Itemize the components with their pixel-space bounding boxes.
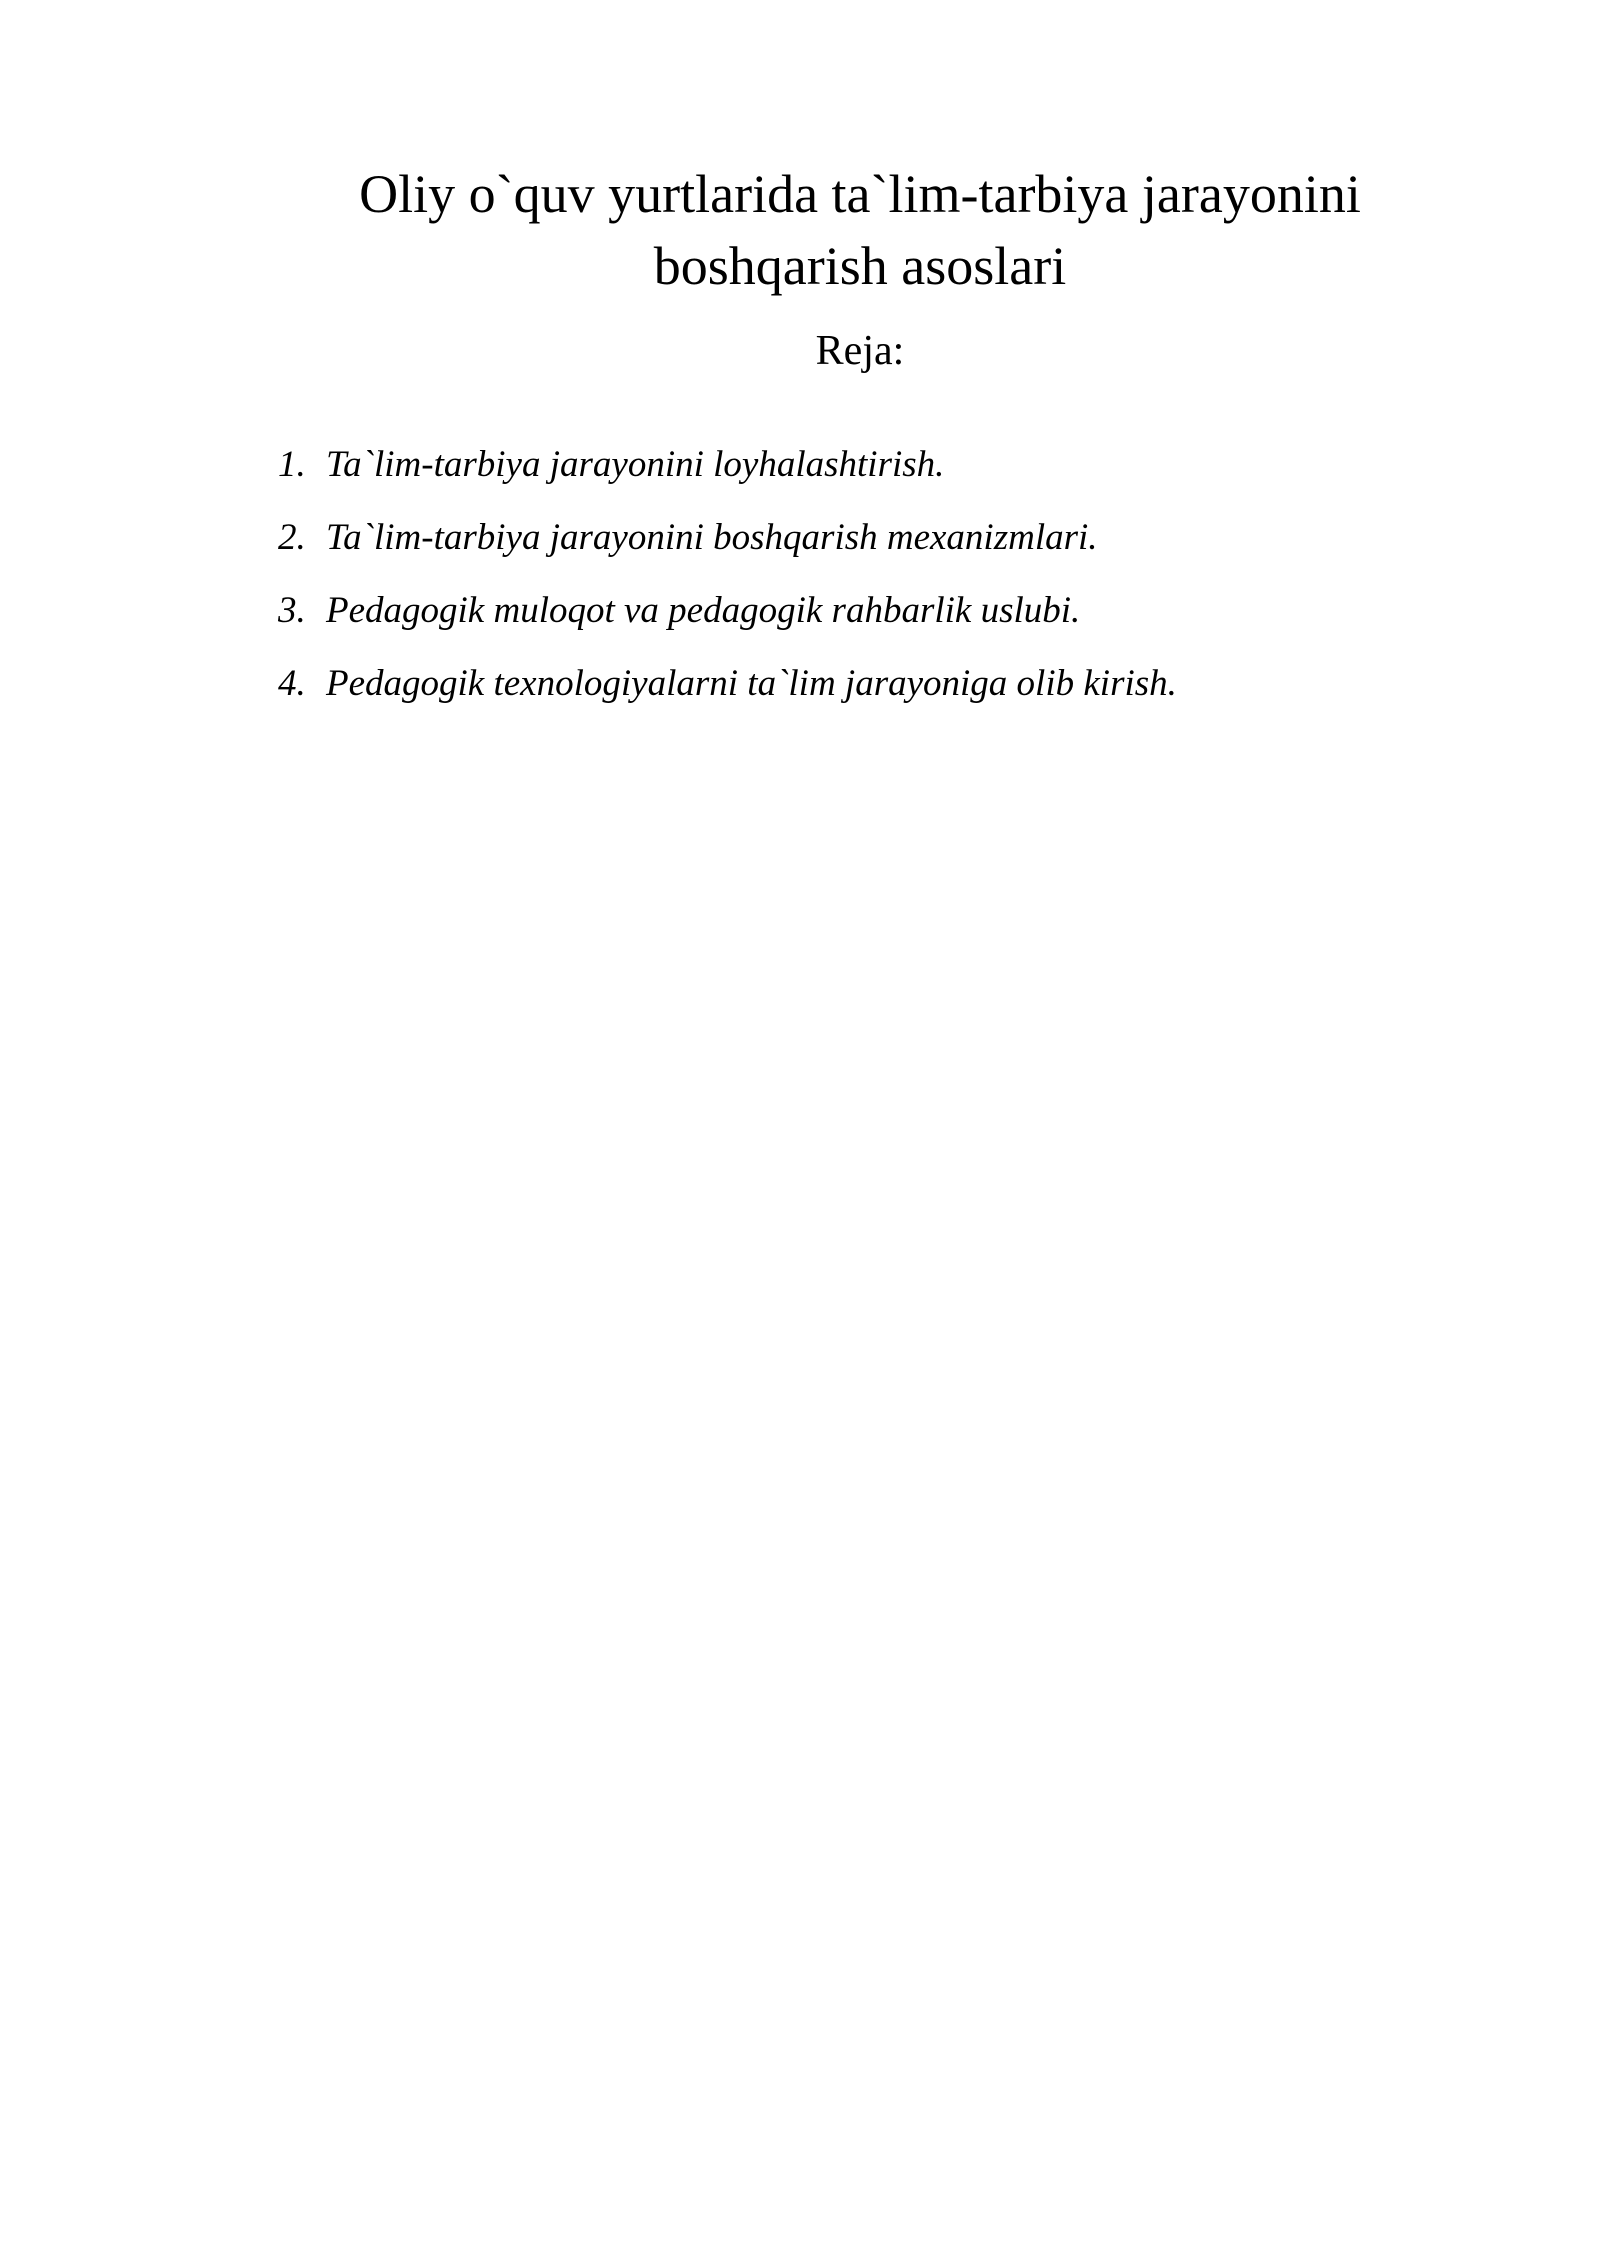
plan-item-3 [278, 588, 1177, 634]
plan-item-text: Pedagogik texnologiyalarni ta`lim jarayoniga olib kirish. [326, 663, 1177, 704]
plan-item-number: 4. [278, 663, 306, 704]
plan-item-2 [278, 515, 1177, 561]
plan-item-text: Ta`lim-tarbiya jarayonini boshqarish mexanizmlari. [326, 517, 1098, 558]
plan-item-number: 3. [278, 590, 306, 631]
plan-item-text: Pedagogik muloqot va pedagogik rahbarlik uslubi. [326, 590, 1081, 631]
plan-item-number: 1. [278, 444, 306, 485]
plan-item-text: Ta`lim-tarbiya jarayonini loyhalashtirish. [326, 444, 945, 485]
plan-item-1 [278, 442, 1177, 488]
document-title-line-1: Oliy o`quv yurtlarida ta`lim-tarbiya jarayonini [359, 164, 1361, 224]
plan-list [278, 442, 1177, 734]
plan-item-4 [278, 661, 1177, 707]
plan-item-number: 2. [278, 517, 306, 558]
document-title-line-2: boshqarish asoslari [653, 236, 1067, 296]
document-title [270, 158, 1450, 302]
plan-heading: Reja: [815, 328, 905, 374]
